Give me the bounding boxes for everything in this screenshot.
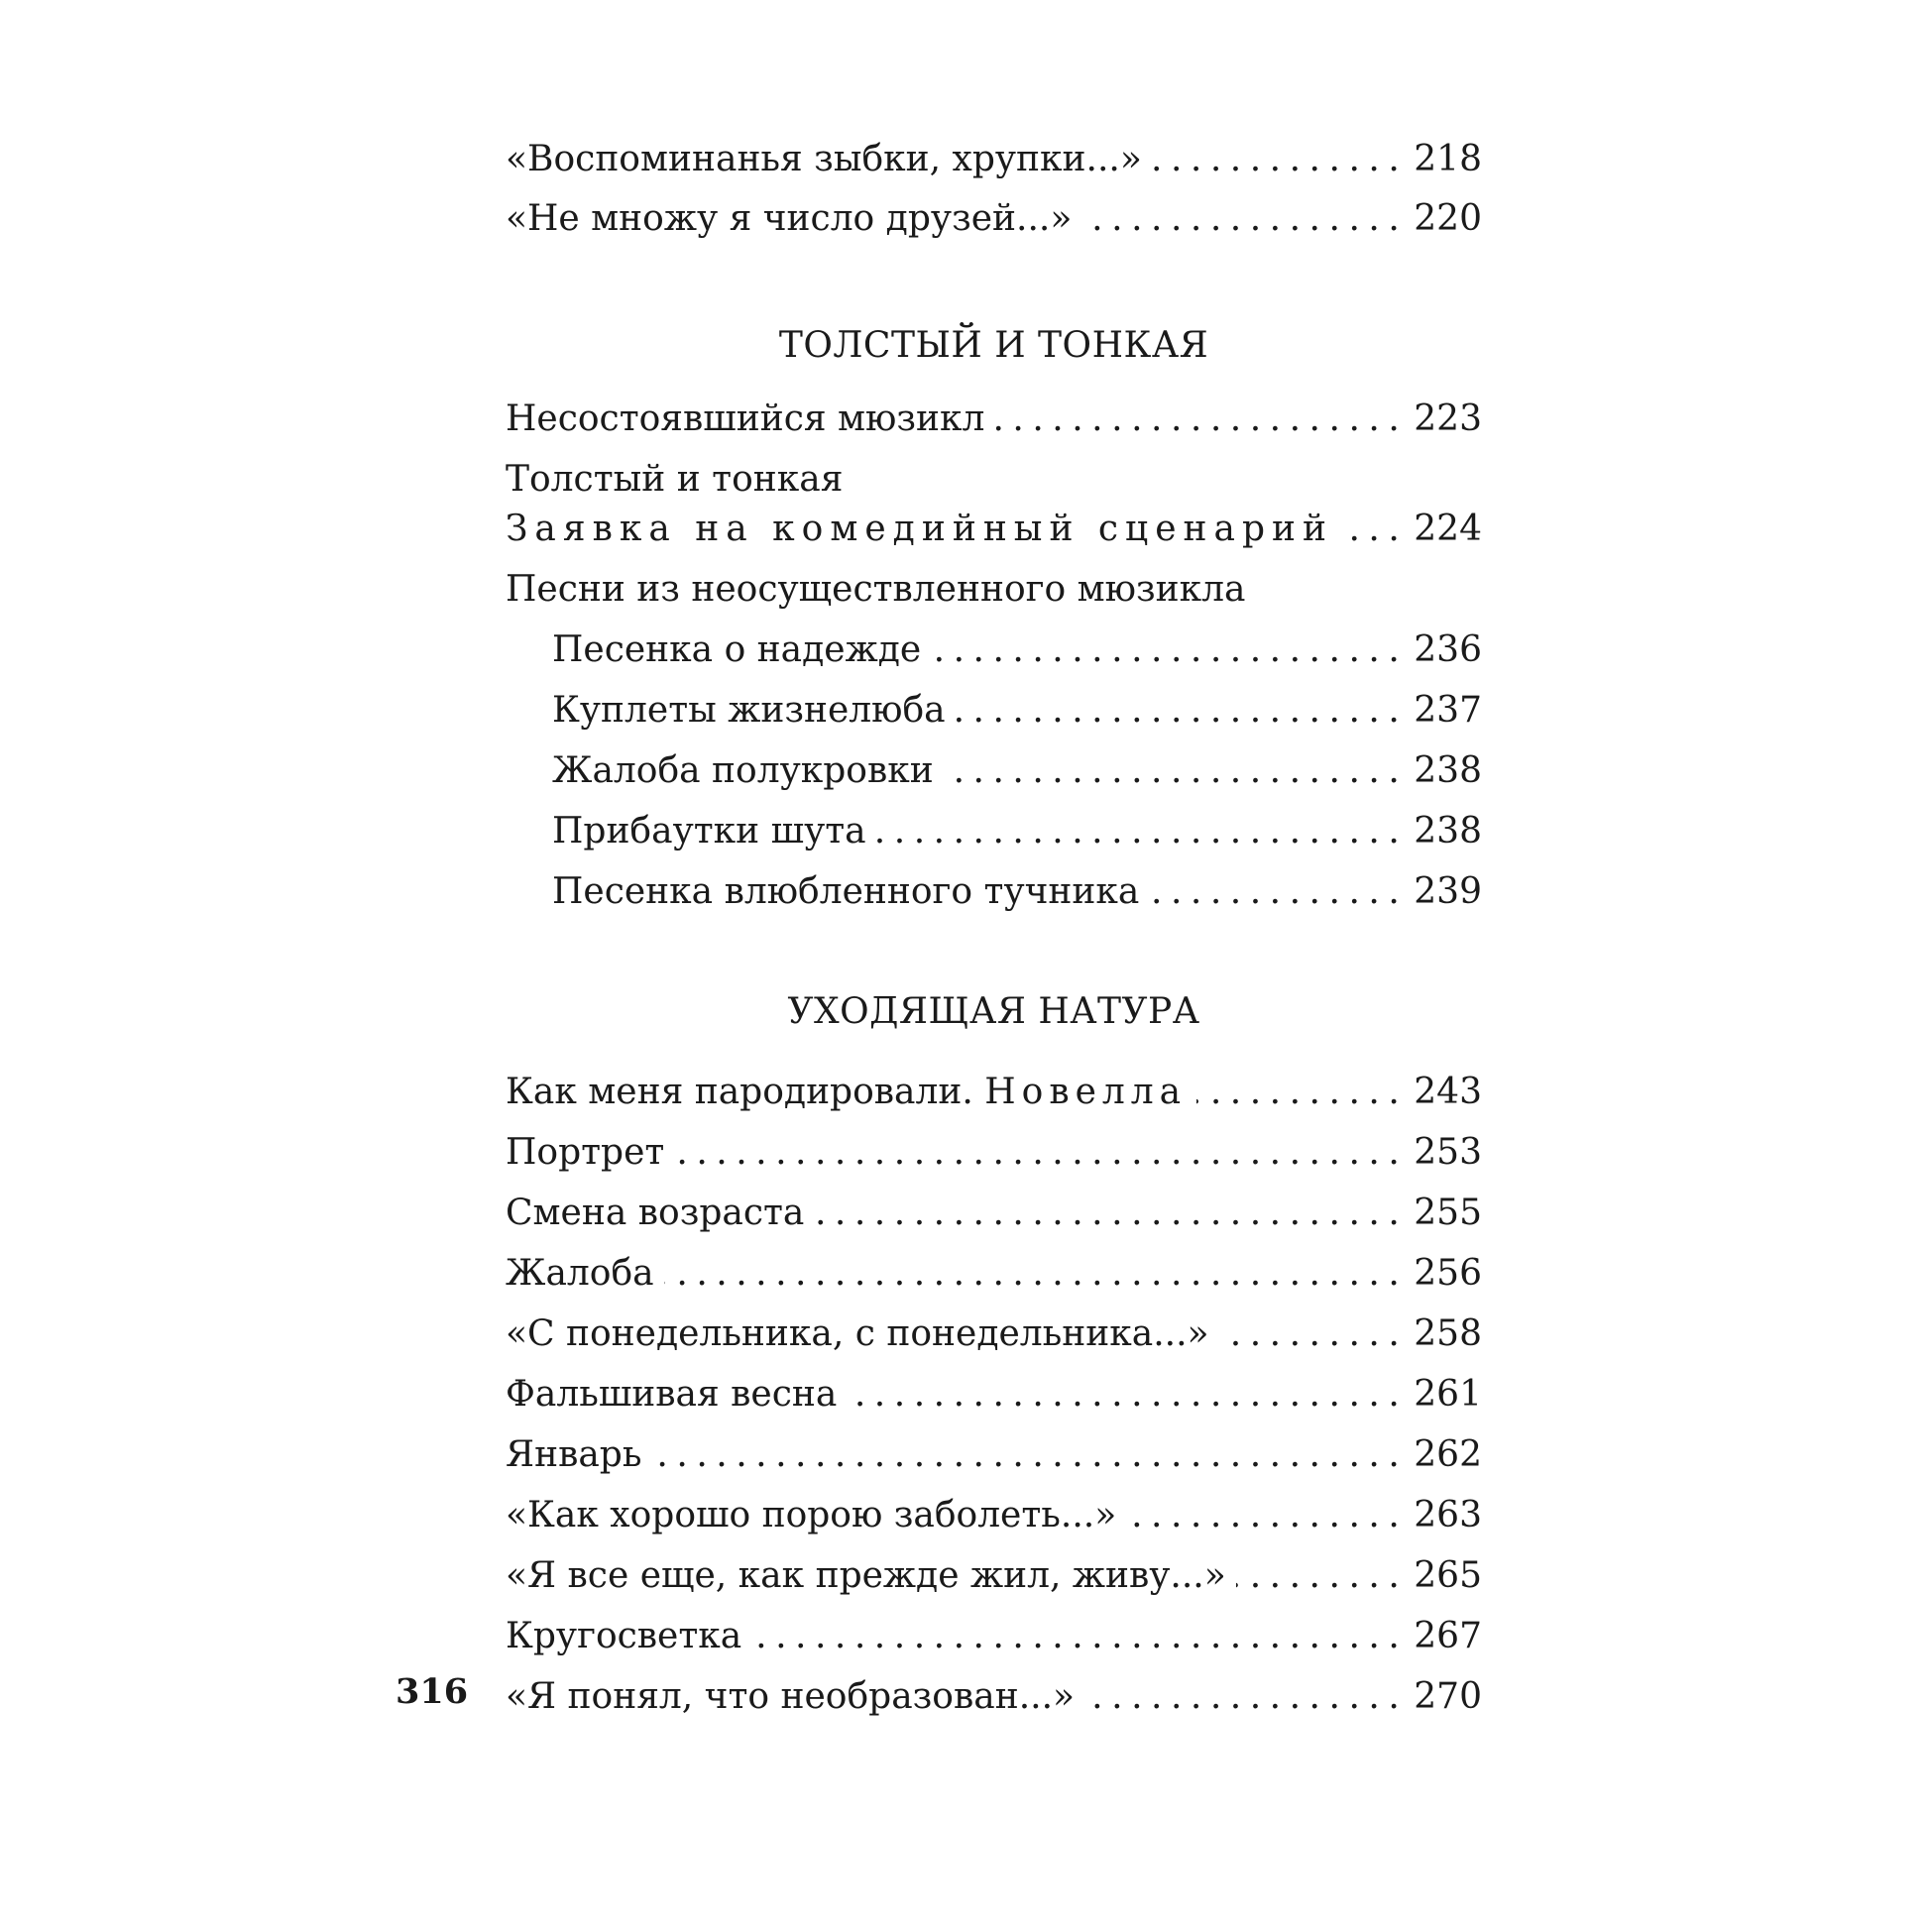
toc-entry-page: 262 (1414, 1434, 1482, 1475)
toc-entry-page: 258 (1414, 1313, 1482, 1354)
dot-leader (674, 1130, 1408, 1176)
dot-leader (994, 397, 1408, 442)
toc-entry-page: 267 (1414, 1616, 1482, 1656)
toc-entry-page: 238 (1414, 750, 1482, 791)
dot-leader (847, 1372, 1408, 1418)
toc-entry-page: 218 (1414, 139, 1482, 179)
toc-subentry (552, 809, 1482, 854)
section-heading: УХОДЯЩАЯ НАТУРА (787, 991, 1200, 1032)
toc-entry-page: 253 (1414, 1132, 1482, 1173)
toc-entry (506, 507, 1482, 552)
toc-entry-title: «С понедельника, с понедельника...» (506, 1313, 1209, 1354)
toc-entry-page: 238 (1414, 811, 1482, 852)
toc-entry-title: «Воспоминанья зыбки, хрупки...» (506, 139, 1142, 179)
toc-entry-page: 255 (1414, 1193, 1482, 1233)
toc-entry-title: Жалоба (506, 1253, 654, 1294)
toc-entry-subtitle: Новелла (984, 1072, 1188, 1112)
toc-entry-title: Жалоба полукровки (552, 750, 934, 791)
toc-entry-title: Несостоявшийся мюзикл (506, 398, 985, 439)
toc-entry-title: Смена возраста (506, 1193, 805, 1233)
dot-leader (814, 1191, 1408, 1236)
dot-leader (931, 627, 1408, 673)
toc-entry-page: 224 (1414, 509, 1482, 549)
toc-entry-title: Как меня пародировали. (506, 1072, 973, 1112)
dot-leader (1196, 1070, 1408, 1115)
toc-entry (506, 397, 1482, 442)
toc-entry (506, 196, 1482, 242)
dot-leader (1081, 196, 1408, 242)
toc-entry-title: Фальшивая весна (506, 1374, 838, 1415)
dot-leader (1084, 1674, 1408, 1720)
dot-leader (751, 1614, 1408, 1659)
toc-entry-page: 236 (1414, 629, 1482, 670)
toc-entry-title: «Как хорошо порою заболеть...» (506, 1495, 1117, 1535)
toc-entry (506, 1191, 1482, 1236)
dot-leader (1152, 137, 1408, 182)
toc-entry-page: 265 (1414, 1555, 1482, 1596)
page-number: 316 (396, 1671, 469, 1712)
toc-entry-page: 237 (1414, 690, 1482, 731)
toc-subentry (552, 688, 1482, 734)
toc-entry-page: 270 (1414, 1676, 1482, 1717)
toc-entry-page: 223 (1414, 398, 1482, 439)
toc-entry (506, 1311, 1482, 1357)
dot-leader (956, 688, 1409, 734)
toc-group-title: Песни из неосуществленного мюзикла (506, 569, 1246, 610)
dot-leader (1126, 1493, 1408, 1538)
toc-entry (506, 1130, 1482, 1176)
dot-leader (1219, 1311, 1409, 1357)
toc-entry-title: «Не множу я число друзей...» (506, 198, 1073, 239)
toc-entry-page: 261 (1414, 1374, 1482, 1415)
dot-leader (1343, 507, 1408, 552)
toc-entry-title: «Я понял, что необразован...» (506, 1676, 1076, 1717)
dot-leader (876, 809, 1409, 854)
toc-entry-title: Песенка влюбленного тучника (552, 871, 1140, 912)
toc-entry-title: Портрет (506, 1132, 665, 1173)
toc-entry-title: Январь (506, 1434, 642, 1475)
dot-leader (664, 1251, 1409, 1297)
toc-subentry (552, 748, 1482, 794)
toc-subentry (552, 627, 1482, 673)
toc-entry-title: Прибаутки шута (552, 811, 866, 852)
toc-entry (506, 1493, 1482, 1538)
section-heading: ТОЛСТЫЙ И ТОНКАЯ (778, 325, 1209, 366)
toc-entry (506, 1432, 1482, 1478)
toc-entry (506, 137, 1482, 182)
toc-entry (506, 1553, 1482, 1599)
toc-entry (506, 1372, 1482, 1418)
toc-entry (506, 1251, 1482, 1297)
toc-entry (506, 1614, 1482, 1659)
toc-entry-title: Песенка о надежде (552, 629, 922, 670)
toc-entry-page: 243 (1414, 1072, 1482, 1112)
toc-entry-page: 263 (1414, 1495, 1482, 1535)
dot-leader (1149, 869, 1408, 915)
toc-entry (506, 1674, 1482, 1720)
toc-entry-page: 239 (1414, 871, 1482, 912)
toc-entry-title: Толстый и тонкая (506, 459, 844, 500)
toc-entry (506, 1070, 1482, 1115)
toc-entry-title: Куплеты жизнелюба (552, 690, 946, 731)
toc-entry-title: Кругосветка (506, 1616, 742, 1656)
toc-entry-page: 220 (1414, 198, 1482, 239)
toc-entry-title: «Я все еще, как прежде жил, живу...» (506, 1555, 1226, 1596)
toc-subentry (552, 869, 1482, 915)
dot-leader (1236, 1553, 1409, 1599)
toc-entry-subtitle: Заявка на комедийный сценарий (506, 509, 1334, 549)
toc-entry-page: 256 (1414, 1253, 1482, 1294)
dot-leader (944, 748, 1409, 794)
dot-leader (651, 1432, 1408, 1478)
